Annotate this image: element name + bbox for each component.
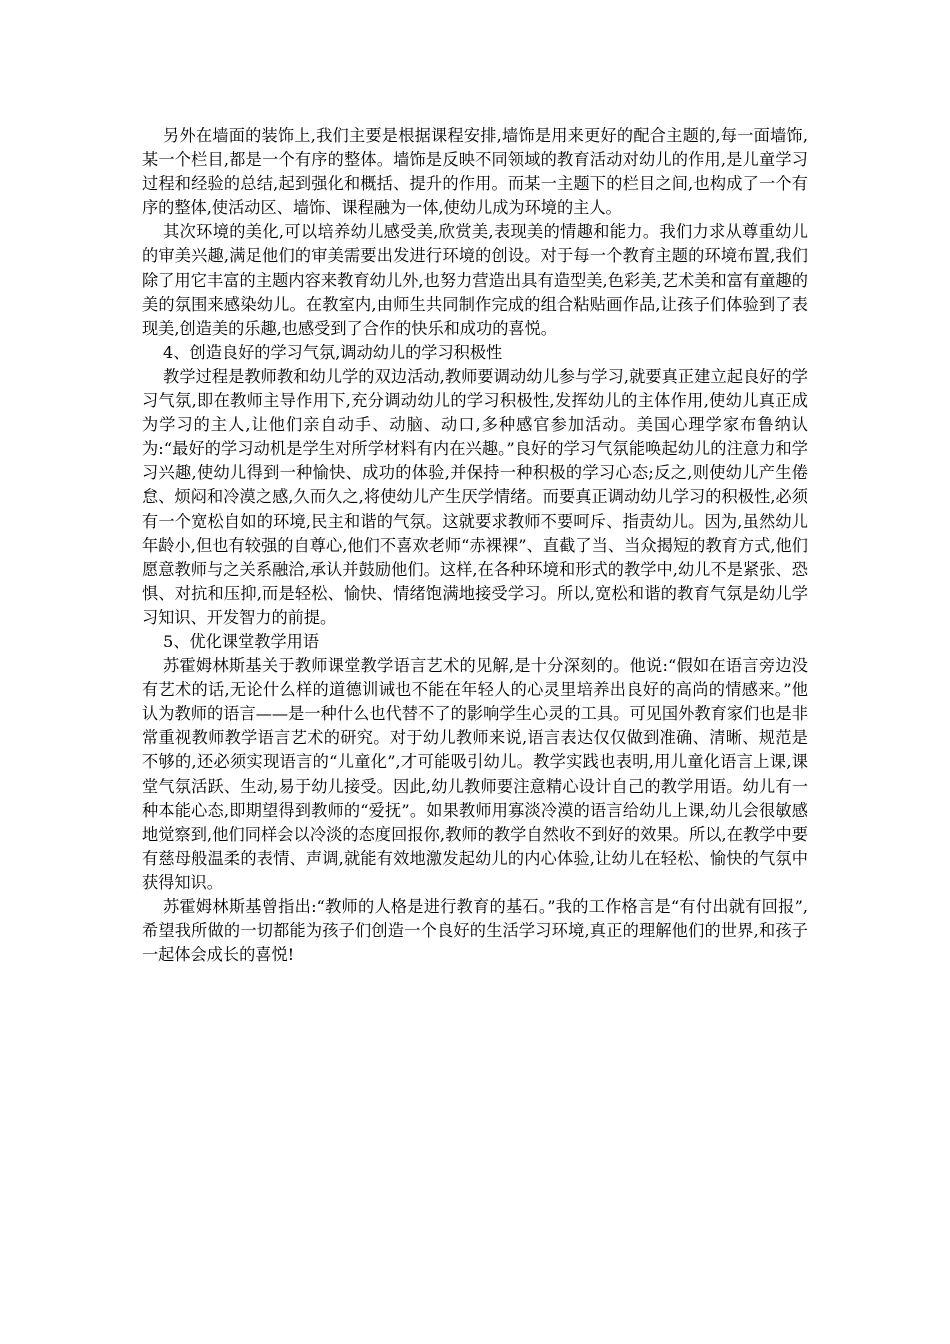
paragraph-closing: 苏霍姆林斯基曾指出:“教师的人格是进行教育的基石。”我的工作格言是“有付出就有回报”,希望我所做的一切都能为孩子们创造一个良好的生活学习环境,真正的理解他们的世界,和孩子一起体会成长的喜悦! xyxy=(142,897,808,965)
paragraph-learning-atmosphere: 教学过程是教师教和幼儿学的双边活动,教师要调动幼儿参与学习,就要真正建立起良好的学习气氛,即在教师主导作用下,充分调动幼儿的学习积极性,发挥幼儿的主体作用,使幼儿真正成为学习的主人,让他们亲自动手、动脑、动口,多种感官参加活动。美国心理学家布鲁纳认为:“最好的学习动机是学生对所学材料有内在兴趣。”良好的学习气氛能唤起幼儿的注意力和学习兴趣,使幼儿得到一种愉快、成功的体验,并保持一种积极的学习心态;反之,则使幼儿产生倦怠、烦闷和冷漠之感,久而久之,将使幼儿产生厌学情绪。而要真正调动幼儿学习的积极性,必须有一个宽松自如的环境,民主和谐的气氛。这就要求教师不要呵斥、指责幼儿。因为,虽然幼儿年龄小,但也有较强的自尊心,他们不喜欢老师“赤裸裸”、直截了当、当众揭短的教育方式,他们愿意教师与之关系融洽,承认并鼓励他们。这样,在各种环境和形式的教学中,幼儿不是紧张、恐惧、对抗和压抑,而是轻松、愉快、情绪饱满地接受学习。所以,宽松和谐的教育气氛是幼儿学习知识、开发智力的前提。 xyxy=(142,366,808,627)
paragraph-environment-beautification: 其次环境的美化,可以培养幼儿感受美,欣赏美,表现美的情趣和能力。我们力求从尊重幼儿的审美兴趣,满足他们的审美需要出发进行环境的创设。对于每一个教育主题的环境布置,我们除了用它丰富的主题内容来教育幼儿外,也努力营造出具有造型美,色彩美,艺术美和富有童趣的美的氛围来感染幼儿。在教室内,由师生共同制作完成的组合粘贴画作品,让孩子们体验到了表现美,创造美的乐趣,也感受到了合作的快乐和成功的喜悦。 xyxy=(142,222,808,338)
document-body xyxy=(142,124,808,967)
paragraph-teaching-language: 苏霍姆林斯基关于教师课堂教学语言艺术的见解,是十分深刻的。他说:“假如在语言旁边没有艺术的话,无论什么样的道德训诫也不能在年轻人的心灵里培养出良好的高尚的情感来。”他认为教师的语言——是一种什么也代替不了的影响学生心灵的工具。可见国外教育家们也是非常重视教师教学语言艺术的研究。对于幼儿教师来说,语言表达仅仅做到准确、清晰、规范是不够的,还必须实现语言的“儿童化”,才可能吸引幼儿。教学实践也表明,用儿童化语言上课,课堂气氛活跃、生动,易于幼儿接受。因此,幼儿教师要注意精心设计自己的教学用语。幼儿有一种本能心态,即期望得到教师的“爱抚”。如果教师用寡淡冷漠的语言给幼儿上课,幼儿会很敏感地觉察到,他们同样会以冷淡的态度回报你,教师的教学自然收不到好的效果。所以,在教学中要有慈母般温柔的表情、声调,就能有效地激发起幼儿的内心体验,让幼儿在轻松、愉快的气氛中获得知识。 xyxy=(142,656,808,892)
section-heading-5: 5、优化课堂教学用语 xyxy=(163,631,320,651)
section-heading-4: 4、创造良好的学习气氛,调动幼儿的学习积极性 xyxy=(163,342,503,362)
paragraph-wall-decoration: 另外在墙面的装饰上,我们主要是根据课程安排,墙饰是用来更好的配合主题的,每一面墙饰,某一个栏目,都是一个有序的整体。墙饰是反映不同领域的教育活动对幼儿的作用,是儿童学习过程和经验的总结,起到强化和概括、提升的作用。而某一主题下的栏目之间,也构成了一个有序的整体,使活动区、墙饰、课程融为一体,使幼儿成为环境的主人。 xyxy=(142,126,808,218)
